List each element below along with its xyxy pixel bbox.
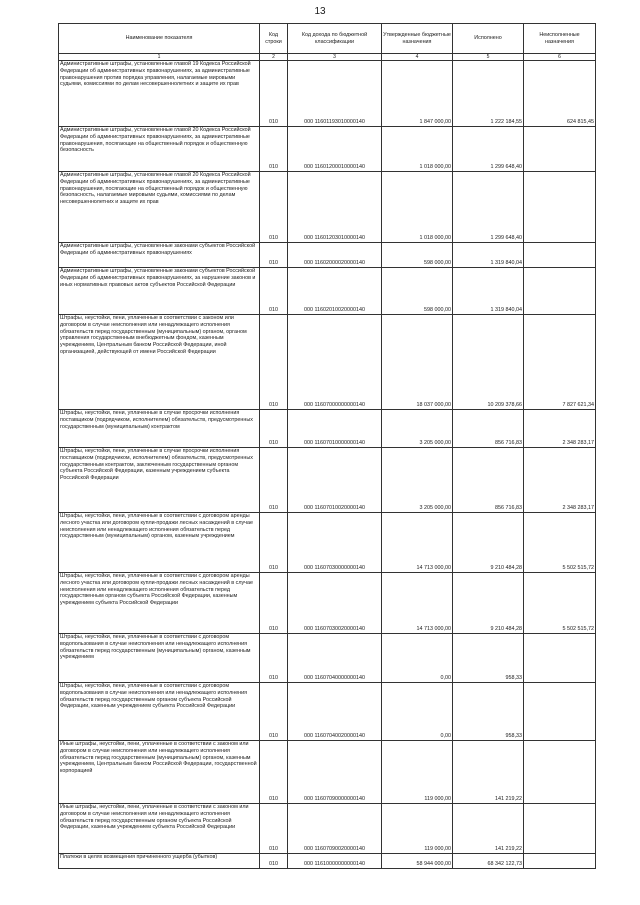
row-name-cell: Административные штрафы, установленные законами субъектов Российской Федерации об административных правонарушениях — [59, 243, 260, 268]
row-name-cell: Иные штрафы, неустойки, пени, уплаченные в соответствии с законом или договором в случае неисполнения или ненадлежащего исполнения обязательств перед государственным органом субъекта Российской Федерации, казенным учреждением субъекта Российской Федерации — [59, 804, 260, 854]
row-executed: 1 299 648,40 — [453, 127, 524, 172]
row-approved: 1 018 000,00 — [382, 127, 453, 172]
header-approved: Утвержденные бюджетные назначения — [382, 24, 453, 54]
row-name-cell: Штрафы, неустойки, пени, уплаченные в соответствии с договором аренды лесного участка или договором купли-продажи лесных насаждений в случае неисполнения или ненадлежащего исполнения обязательств перед государственным (муниципальным) органом, казенным учреждением — [59, 513, 260, 573]
row-income-code: 000 11602000020000140 — [288, 243, 382, 268]
row-name-cell: Административные штрафы, установленные главой 20 Кодекса Российской Федерации об административных правонарушениях, за административные правонарушения, посягающие на общественный порядок и общественную безопасность — [59, 127, 260, 172]
table-row — [59, 804, 596, 854]
row-executed: 1 222 184,55 — [453, 61, 524, 127]
row-executed: 958,33 — [453, 634, 524, 683]
table-row — [59, 172, 596, 243]
column-number: 1 — [59, 54, 260, 61]
row-executed: 856 716,83 — [453, 410, 524, 448]
row-income-code: 000 11601200010000140 — [288, 127, 382, 172]
row-line-code: 010 — [260, 634, 288, 683]
row-unexecuted: 7 827 621,34 — [524, 315, 596, 410]
row-name-cell: Административные штрафы, установленные законами субъектов Российской Федерации об административных правонарушениях, за нарушение законов и иных нормативных правовых актов субъектов Российской Федерации — [59, 268, 260, 315]
row-line-code: 010 — [260, 268, 288, 315]
table-row — [59, 127, 596, 172]
row-income-code: 000 11601193010000140 — [288, 61, 382, 127]
table-header-row — [59, 24, 596, 54]
row-unexecuted: 2 348 283,17 — [524, 410, 596, 448]
row-executed: 1 299 648,40 — [453, 172, 524, 243]
row-approved: 0,00 — [382, 683, 453, 741]
row-line-code: 010 — [260, 61, 288, 127]
row-income-code: 000 11610000000000140 — [288, 854, 382, 869]
table-row — [59, 573, 596, 634]
row-unexecuted — [524, 127, 596, 172]
row-unexecuted — [524, 243, 596, 268]
row-name-cell: Иные штрафы, неустойки, пени, уплаченные в соответствии с законом или договором в случае неисполнения или ненадлежащего исполнения обязательств перед государственным (муниципальным) органом, казенным учреждением, Центральным банком Российской Федерации, государственной корпорацией — [59, 741, 260, 804]
row-executed: 856 716,83 — [453, 448, 524, 513]
row-name-cell: Штрафы, неустойки, пени, уплаченные в соответствии с законом или договором в случае неисполнения или ненадлежащего исполнения обязательств перед государственным (муниципальным) органом, органом управления государственным внебюджетным фондом, казенным учреждением, Центральным банком Российской Федерации, иной организацией, действующей от имени Российской Федерации — [59, 315, 260, 410]
table-row — [59, 268, 596, 315]
row-unexecuted: 5 502 515,72 — [524, 573, 596, 634]
row-executed: 9 210 484,28 — [453, 573, 524, 634]
row-line-code: 010 — [260, 741, 288, 804]
row-line-code: 010 — [260, 804, 288, 854]
row-line-code: 010 — [260, 172, 288, 243]
row-name-cell: Штрафы, неустойки, пени, уплаченные в случае просрочки исполнения поставщиком (подрядчиком, исполнителем) обязательств, предусмотренных государственным (муниципальным) контрактом — [59, 410, 260, 448]
table-row — [59, 315, 596, 410]
row-line-code: 010 — [260, 243, 288, 268]
column-number: 6 — [524, 54, 596, 61]
table-row — [59, 683, 596, 741]
row-unexecuted — [524, 804, 596, 854]
row-approved: 3 205 000,00 — [382, 410, 453, 448]
row-income-code: 000 11607040020000140 — [288, 683, 382, 741]
row-approved: 119 000,00 — [382, 741, 453, 804]
header-executed: Исполнено — [453, 24, 524, 54]
row-income-code: 000 11601203010000140 — [288, 172, 382, 243]
row-income-code: 000 11607030020000140 — [288, 573, 382, 634]
row-line-code: 010 — [260, 127, 288, 172]
column-number: 3 — [288, 54, 382, 61]
row-executed: 9 210 484,28 — [453, 513, 524, 573]
row-line-code: 010 — [260, 573, 288, 634]
row-income-code: 000 11607010000000140 — [288, 410, 382, 448]
row-line-code: 010 — [260, 683, 288, 741]
row-line-code: 010 — [260, 448, 288, 513]
row-unexecuted: 2 348 283,17 — [524, 448, 596, 513]
row-approved: 1 847 000,00 — [382, 61, 453, 127]
table-row — [59, 61, 596, 127]
row-name-cell: Административные штрафы, установленные главой 20 Кодекса Российской Федерации об административных правонарушениях, за административные правонарушения, посягающие на общественный порядок и общественную безопасность, налагаемые мировыми судьями, комиссиями по делам несовершеннолетних и защите их прав — [59, 172, 260, 243]
row-executed: 1 319 840,04 — [453, 268, 524, 315]
row-unexecuted — [524, 683, 596, 741]
header-unexecuted: Неисполненные назначения — [524, 24, 596, 54]
column-number: 4 — [382, 54, 453, 61]
row-approved: 0,00 — [382, 634, 453, 683]
row-income-code: 000 11607000000000140 — [288, 315, 382, 410]
table-row — [59, 854, 596, 869]
row-approved: 119 000,00 — [382, 804, 453, 854]
income-report-table — [58, 23, 596, 869]
table-row — [59, 634, 596, 683]
row-unexecuted — [524, 172, 596, 243]
row-approved: 598 000,00 — [382, 243, 453, 268]
row-approved: 1 018 000,00 — [382, 172, 453, 243]
column-number: 2 — [260, 54, 288, 61]
table-row — [59, 448, 596, 513]
page-number: 13 — [314, 6, 326, 17]
row-executed: 1 319 840,04 — [453, 243, 524, 268]
row-approved: 3 205 000,00 — [382, 448, 453, 513]
row-name-cell: Штрафы, неустойки, пени, уплаченные в случае просрочки исполнения поставщиком (подрядчиком, исполнителем) обязательств, предусмотренных государственным контрактом, заключенным государственным органом субъекта Российской Федерации, казенным учреждением субъекта Российской Федерации — [59, 448, 260, 513]
row-income-code: 000 11607090020000140 — [288, 804, 382, 854]
row-name-cell: Штрафы, неустойки, пени, уплаченные в соответствии с договором водопользования в случае неисполнения или ненадлежащего исполнения обязательств перед государственным органом субъекта Российской Федерации, казенным учреждением субъекта Российской Федерации — [59, 683, 260, 741]
row-line-code: 010 — [260, 315, 288, 410]
header-income-code: Код дохода по бюджетной классификации — [288, 24, 382, 54]
row-income-code: 000 11607010020000140 — [288, 448, 382, 513]
row-line-code: 010 — [260, 513, 288, 573]
row-approved: 18 037 000,00 — [382, 315, 453, 410]
row-executed: 68 342 122,73 — [453, 854, 524, 869]
table-row — [59, 513, 596, 573]
row-unexecuted: 5 502 515,72 — [524, 513, 596, 573]
row-approved: 598 000,00 — [382, 268, 453, 315]
header-line-code: Код строки — [260, 24, 288, 54]
row-unexecuted — [524, 741, 596, 804]
table-row — [59, 410, 596, 448]
row-income-code: 000 11602010020000140 — [288, 268, 382, 315]
row-name-cell: Штрафы, неустойки, пени, уплаченные в соответствии с договором аренды лесного участка или договором купли-продажи лесных насаждений в случае неисполнения или ненадлежащего исполнения обязательств перед государственным органом субъекта Российской Федерации, казенным учреждением субъекта Российской Федерации — [59, 573, 260, 634]
row-unexecuted — [524, 268, 596, 315]
row-executed: 141 219,22 — [453, 804, 524, 854]
row-name-cell: Платежи в целях возмещения причиненного ущерба (убытков) — [59, 854, 260, 869]
row-income-code: 000 11607030000000140 — [288, 513, 382, 573]
column-number-row — [59, 54, 596, 61]
row-income-code: 000 11607040000000140 — [288, 634, 382, 683]
row-name-cell: Административные штрафы, установленные главой 19 Кодекса Российской Федерации об административных правонарушениях, за административные правонарушения против порядка управления, налагаемые мировыми судьями, комиссиями по делам несовершеннолетних и защите их прав — [59, 61, 260, 127]
row-executed: 958,33 — [453, 683, 524, 741]
row-approved: 14 713 000,00 — [382, 513, 453, 573]
row-unexecuted — [524, 634, 596, 683]
header-indicator-name: Наименование показателя — [59, 24, 260, 54]
row-unexecuted — [524, 854, 596, 869]
row-income-code: 000 11607090000000140 — [288, 741, 382, 804]
row-executed: 141 219,22 — [453, 741, 524, 804]
row-approved: 58 944 000,00 — [382, 854, 453, 869]
row-approved: 14 713 000,00 — [382, 573, 453, 634]
row-line-code: 010 — [260, 854, 288, 869]
row-unexecuted: 624 815,45 — [524, 61, 596, 127]
row-executed: 10 209 378,66 — [453, 315, 524, 410]
table-row — [59, 243, 596, 268]
column-number: 5 — [453, 54, 524, 61]
row-name-cell: Штрафы, неустойки, пени, уплаченные в соответствии с договором водопользования в случае неисполнения или ненадлежащего исполнения обязательств перед государственным (муниципальным) органом, казенным учреждением — [59, 634, 260, 683]
table-row — [59, 741, 596, 804]
row-line-code: 010 — [260, 410, 288, 448]
